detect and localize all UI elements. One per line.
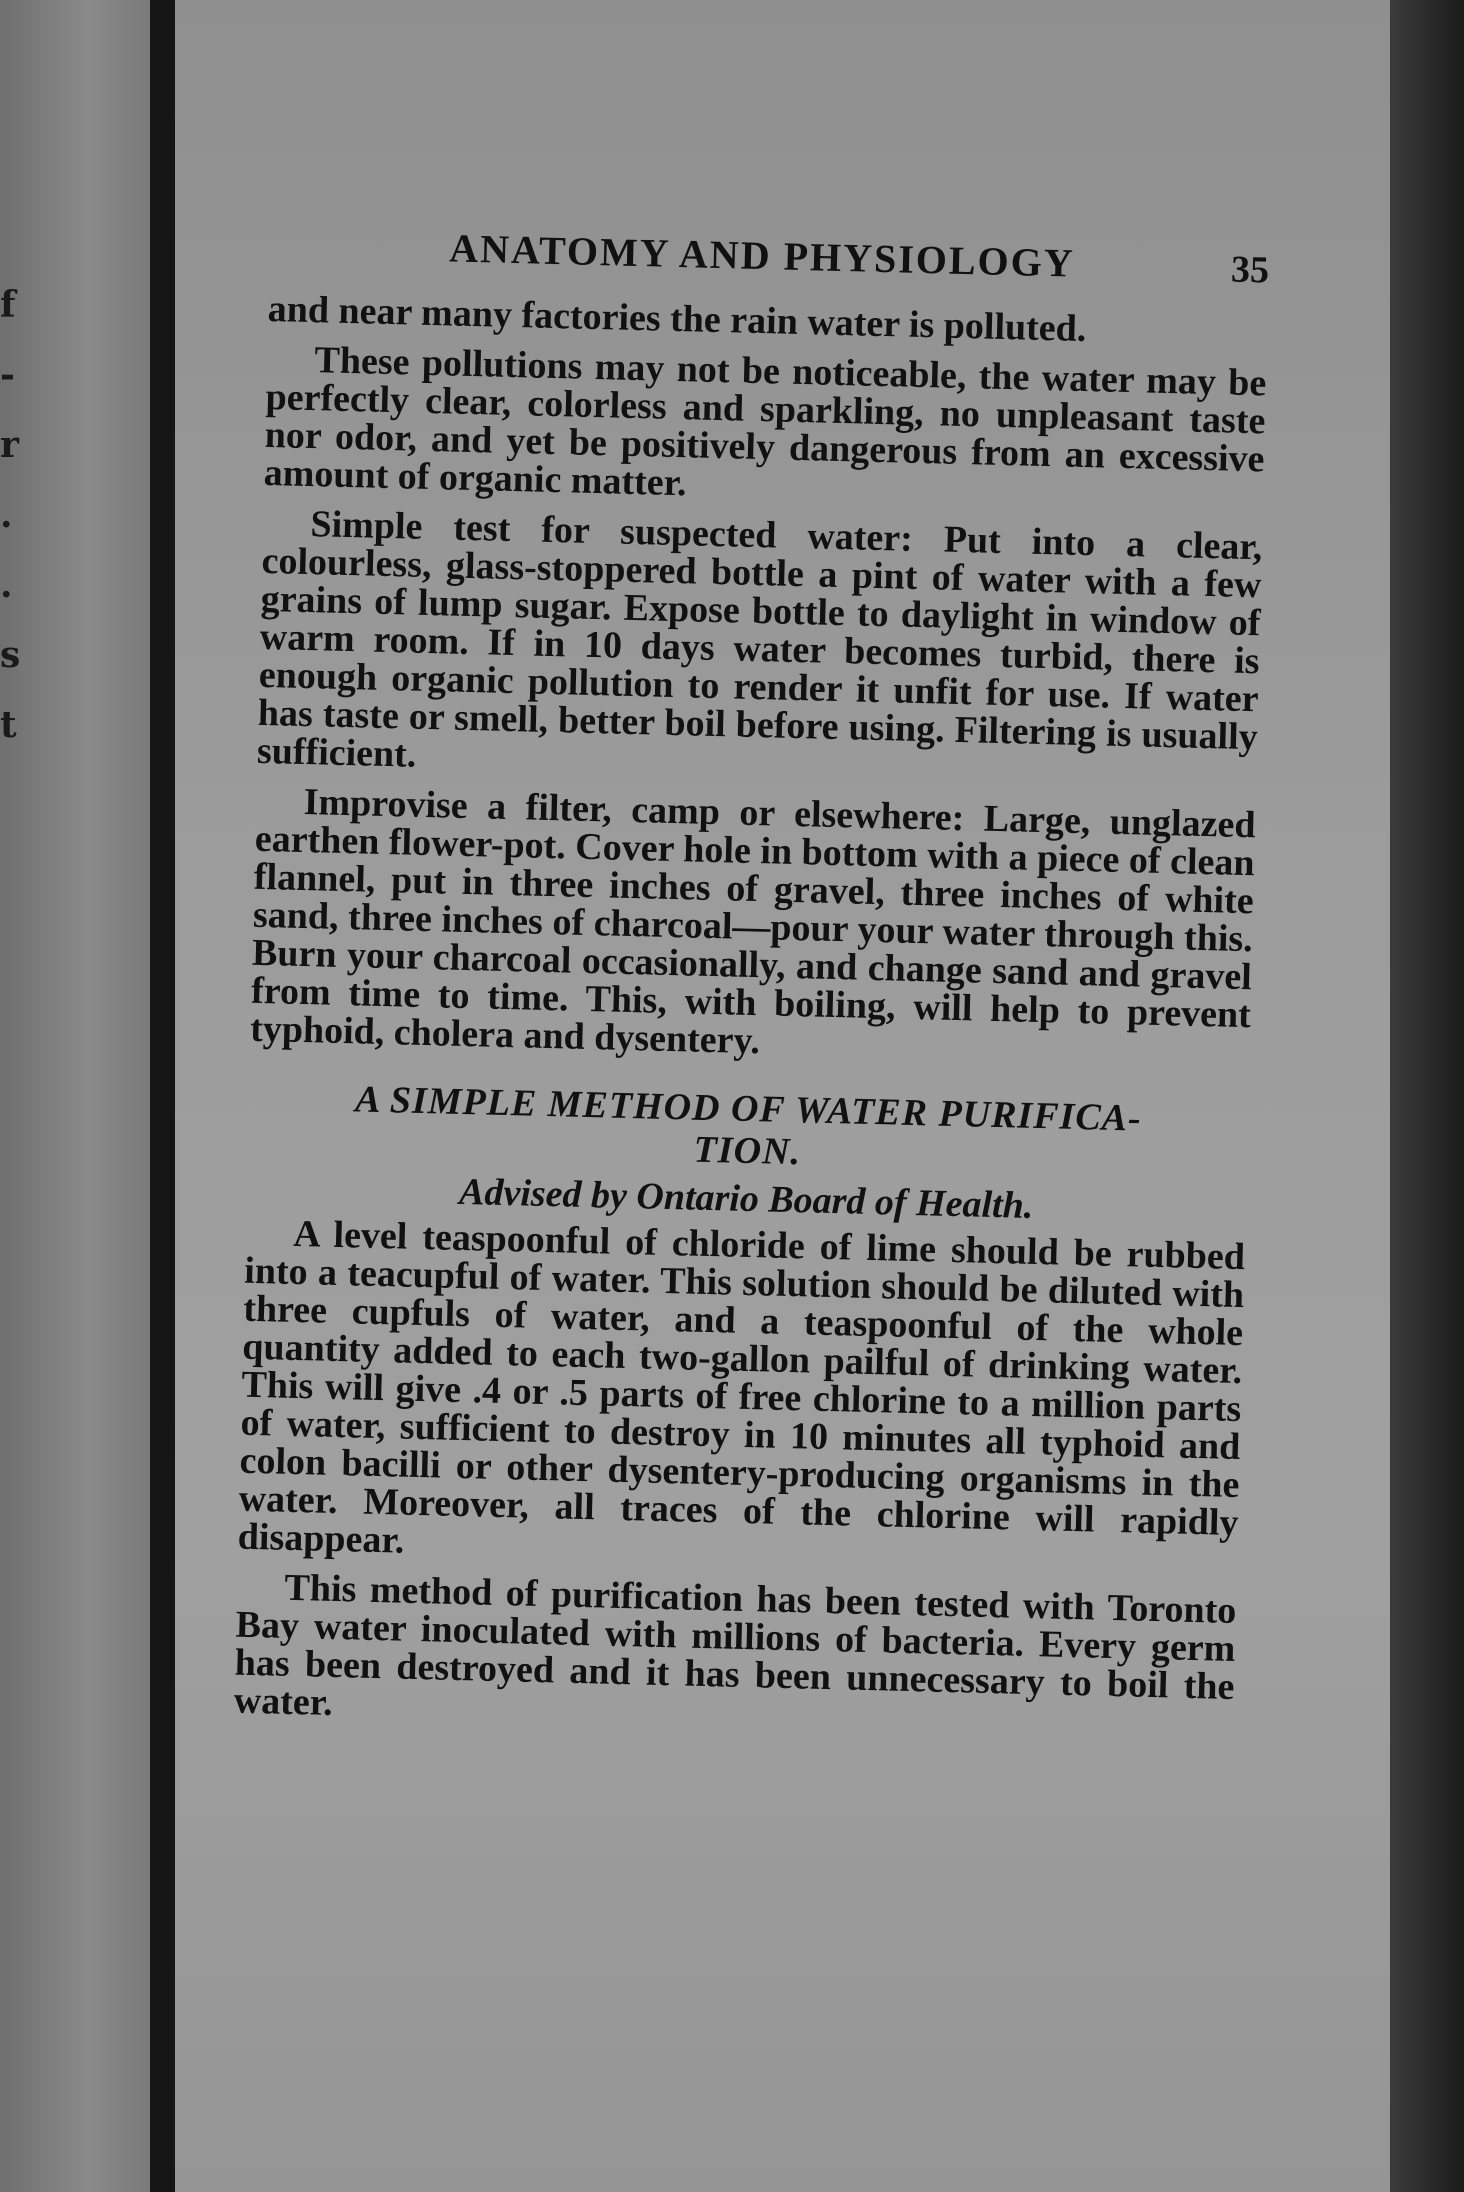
paragraph: and near many factories the rain water is polluted. bbox=[267, 287, 1087, 350]
right-page-edge bbox=[1392, 0, 1464, 2192]
previous-page-edge bbox=[0, 0, 150, 2192]
page-number: 35 bbox=[1230, 248, 1270, 292]
paragraph: These pollutions may not be noticeable, the water may be perfectly clear, colorless and sparkling, no unpleasant taste nor odor, and yet be positively dangerous from an excessive amount of organic matter. bbox=[263, 339, 1267, 505]
running-head: ANATOMY AND PHYSIOLOGY bbox=[448, 225, 1076, 286]
paragraph: A level teaspoonful of chloride of lime should be rubbed into a teacupful of water. This solution should be diluted with three cupfuls of water, and a teaspoonful of the whole quantity added to each two-gallon pailful of drinking water. This will give .4 or .5 parts of free chlorine to a million parts of water, sufficient to destroy in 10 minutes all typhoid and colon bacilli or other dysentery-producing organisms in the water. Moreover, all traces of the chlorine will rapidly disappear. bbox=[237, 1212, 1246, 1562]
margin-character: t bbox=[0, 704, 17, 746]
book-page bbox=[175, 0, 1392, 2192]
previous-page-margin-text bbox=[0, 270, 40, 760]
margin-character: . bbox=[0, 564, 13, 606]
section-title-line: A SIMPLE METHOD OF WATER PURIFICA- bbox=[354, 1078, 1143, 1140]
page-content bbox=[233, 220, 1270, 1756]
section-title-line: TION. bbox=[693, 1128, 802, 1174]
margin-character: . bbox=[0, 494, 13, 536]
margin-character: f bbox=[0, 284, 16, 326]
paragraph: This method of purification has been tested with Toronto Bay water inoculated with millions of bacteria. Every germ has been destroyed and it has been unnecessary to boil the water. bbox=[233, 1566, 1237, 1724]
margin-character: r bbox=[0, 424, 19, 466]
section-subtitle: Advised by Ontario Board of Health. bbox=[458, 1170, 1034, 1227]
paragraph: Improvise a filter, camp or elsewhere: Large, unglazed earthen flower-pot. Cover hole in bottom with a piece of clean flannel, put in three inches of gravel, three inches of white sand, three inches of charcoal—pour your water through this. Burn your charcoal occasionally, and change sand and gravel from time to time. This, with boiling, will help to prevent typhoid, cholera and dysentery. bbox=[249, 781, 1257, 1063]
margin-character: - bbox=[0, 354, 15, 396]
margin-character: s bbox=[0, 634, 21, 676]
paragraph: Simple test for suspected water: Put into a clear, colourless, glass-stoppered bottle a pint of water with a few grains of lump sugar. Expose bottle to daylight in window of warm room. If in 10 days water becomes turbid, there is enough organic pollution to render it unfit for use. If water has taste or smell, better boil before using. Filtering is usually sufficient. bbox=[256, 503, 1263, 776]
